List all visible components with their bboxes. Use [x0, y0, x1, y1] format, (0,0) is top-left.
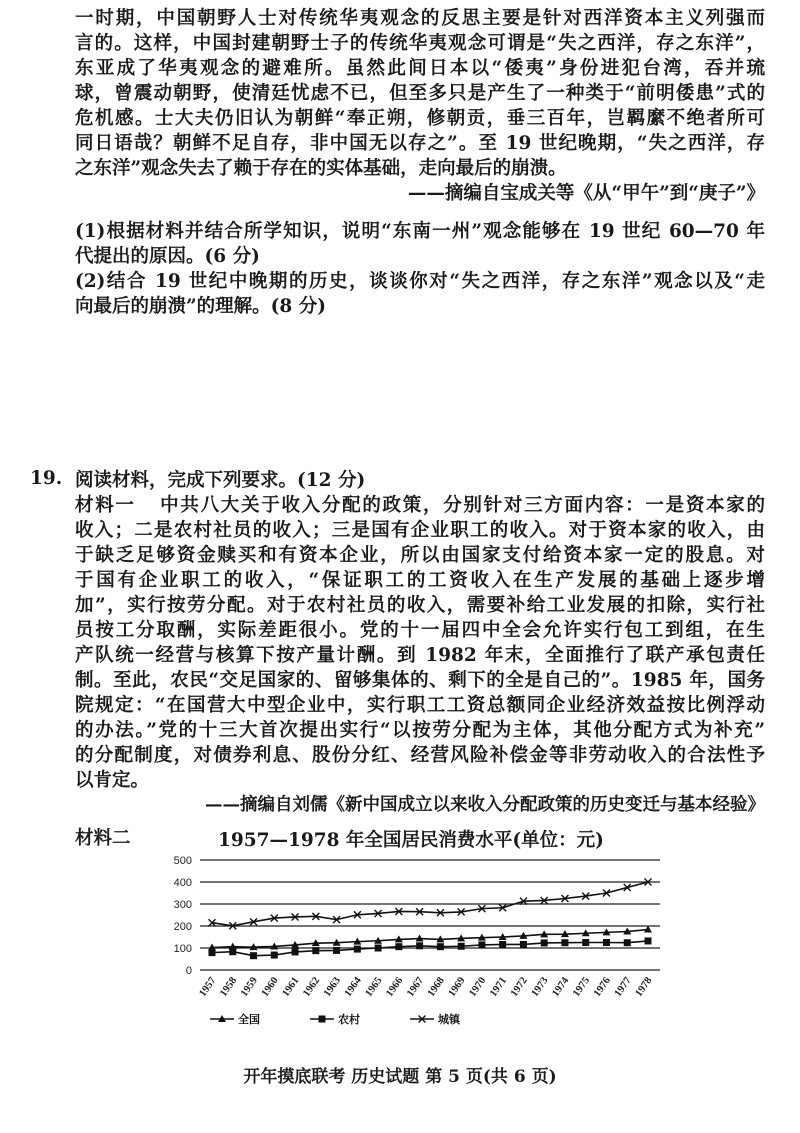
- consumption-chart: [160, 852, 680, 1032]
- material-line: 的分配制度，对债券利息、股份分红、经营风险补偿金等非劳动收入的合法性予: [75, 745, 765, 766]
- passage-line: 危机感。士大夫仍旧认为朝鲜“奉正朔，修朝贡，垂三百年，岂羁縻不绝者所可: [75, 108, 765, 129]
- x-tick-label: 1966: [384, 975, 406, 999]
- data-point-square: [582, 939, 589, 946]
- data-point-square: [292, 948, 299, 955]
- x-tick-label: 1967: [405, 975, 427, 999]
- material-1-source: ——摘编自刘儒《新中国成立以来收入分配政策的历史变迁与基本经验》: [205, 795, 765, 815]
- material-2-label: 材料二: [75, 828, 131, 849]
- passage-source: ——摘编自宝成关等《从“甲午”到“庚子”》: [407, 183, 765, 204]
- x-tick-label: 1958: [218, 975, 240, 999]
- y-tick-label: 200: [173, 921, 192, 933]
- data-point-square: [645, 937, 652, 944]
- material-line: 院规定：“在国营大中型企业中，实行职工工资总额同企业经济效益按比例浮动: [75, 695, 765, 716]
- x-tick-label: 1978: [633, 975, 655, 999]
- question-19-number: 19.: [30, 468, 63, 489]
- x-tick-label: 1977: [612, 975, 634, 999]
- chart-legend: [210, 1012, 461, 1026]
- chart-series: [208, 879, 652, 960]
- data-point-square: [499, 941, 506, 948]
- x-tick-label: 1972: [508, 975, 530, 999]
- data-point-square: [458, 943, 465, 950]
- passage-line: 言的。这样，中国封建朝野士子的传统华夷观念可谓是“失之西洋，存之东洋”，: [75, 33, 765, 54]
- x-tick-label: 1976: [591, 975, 613, 999]
- material-line: 以肯定。: [75, 770, 150, 791]
- data-point-square: [312, 947, 319, 954]
- chart-title: 1957—1978 年全国居民消费水平(单位：元): [218, 830, 604, 851]
- data-point-square: [561, 939, 568, 946]
- question-line: 向最后的崩溃”的理解。(8 分): [75, 296, 326, 317]
- data-point-square: [354, 946, 361, 953]
- y-tick-label: 300: [173, 899, 192, 911]
- question-19-heading: 阅读材料，完成下列要求。(12 分): [75, 470, 366, 491]
- x-tick-label: 1965: [363, 975, 385, 999]
- passage-line: 东亚成了华夷观念的避难所。虽然此间日本以“倭夷”身份进犯台湾，吞并琉: [75, 58, 765, 79]
- x-tick-label: 1973: [529, 975, 551, 999]
- data-point-square: [541, 939, 548, 946]
- material-line: 于缺乏足够资金赎买和有资本企业，所以由国家支付给资本家一定的股息。对: [75, 545, 765, 566]
- material-line: 制。至此，农民“交足国家的、留够集体的、剩下的全是自己的”。1985 年，国务: [75, 670, 765, 691]
- passage-line: 一时期，中国朝野人士对传统华夷观念的反思主要是针对西洋资本主义列强而: [75, 8, 765, 29]
- x-tick-label: 1969: [446, 975, 468, 999]
- chart-grid: [200, 860, 660, 970]
- x-tick-label: 1959: [238, 975, 260, 999]
- material-line: 员按工分取酬，实际差距很小。党的十一届四中全会允许实行包工到组，在生: [75, 620, 765, 641]
- material-line: 收入；二是农村社员的收入；三是国有企业职工的收入。对于资本家的收入，由: [75, 520, 765, 541]
- x-axis-ticks: [197, 975, 654, 999]
- data-point-square: [520, 941, 527, 948]
- x-tick-label: 1971: [488, 975, 510, 999]
- y-tick-label: 0: [185, 965, 192, 977]
- passage-line: 之东洋”观念失去了赖于存在的实体基础，走向最后的崩溃。: [75, 158, 567, 179]
- question-line: 代提出的原因。(6 分): [75, 246, 260, 267]
- material-line: 于国有企业职工的收入，“保证职工的工资收入在生产发展的基础上逐步增: [75, 570, 765, 591]
- data-point-square: [603, 939, 610, 946]
- question-line: (2)结合 19 世纪中晚期的历史，谈谈你对“失之西洋，存之东洋”观念以及“走: [75, 271, 765, 292]
- material-line: 加”，实行按劳分配。对于农村社员的收入，需要补给工业发展的扣除，实行社: [75, 595, 765, 616]
- y-tick-label: 500: [173, 855, 192, 867]
- data-point-square: [375, 945, 382, 952]
- x-tick-label: 1964: [342, 975, 364, 999]
- legend-label: 农村: [338, 1013, 360, 1026]
- y-axis-ticks: [174, 855, 192, 977]
- data-point-square: [478, 941, 485, 948]
- x-tick-label: 1960: [259, 975, 281, 999]
- x-tick-label: 1961: [280, 975, 302, 999]
- y-tick-label: 100: [173, 943, 192, 955]
- data-point-square: [209, 949, 216, 956]
- material-line: 材料一 中共八大关于收入分配的政策，分别针对三方面内容：一是资本家的: [75, 495, 765, 516]
- data-point-square: [229, 948, 236, 955]
- data-point-square: [416, 942, 423, 949]
- x-tick-label: 1974: [550, 975, 572, 999]
- data-point-square: [333, 947, 340, 954]
- material-line: 的办法。”党的十三大首次提出实行“以按劳分配为主体，其他分配方式为补充”: [75, 720, 765, 741]
- x-tick-label: 1963: [321, 975, 344, 999]
- x-tick-label: 1962: [301, 975, 323, 999]
- data-point-square: [271, 952, 278, 959]
- x-tick-label: 1975: [571, 975, 593, 999]
- passage-top: [75, 6, 765, 206]
- passage-line: 球，曾震动朝野，使清廷忧虑不已，但至多只是产生了一种类于“前明倭患”式的: [75, 83, 765, 104]
- data-point-square: [395, 943, 402, 950]
- legend-label: 全国: [238, 1013, 260, 1026]
- x-tick-label: 1957: [197, 975, 219, 999]
- legend-label: 城镇: [438, 1013, 460, 1026]
- y-tick-label: 400: [173, 877, 192, 889]
- data-point-square: [319, 1016, 326, 1023]
- material-line: 产队统一经营与核算下按产量计酬。到 1982 年末，全面推行了联产承包责任: [75, 645, 765, 666]
- page-footer: 开年摸底联考 历史试题 第 5 页(共 6 页): [243, 1067, 557, 1087]
- question-line: (1)根据材料并结合所学知识，说明“东南一州”观念能够在 19 世纪 60—70 年: [75, 221, 765, 242]
- passage-line: 同日语哉？朝鲜不足自存，非中国无以存之”。至 19 世纪晚期，“失之西洋，存: [75, 133, 765, 154]
- x-tick-label: 1970: [467, 975, 489, 999]
- data-point-square: [250, 952, 257, 959]
- material-1: [75, 493, 765, 818]
- data-point-square: [624, 939, 631, 946]
- data-point-square: [437, 943, 444, 950]
- question-18-subquestions: [75, 219, 765, 319]
- material-1-label: 材料一: [75, 495, 136, 516]
- x-tick-label: 1968: [425, 975, 447, 999]
